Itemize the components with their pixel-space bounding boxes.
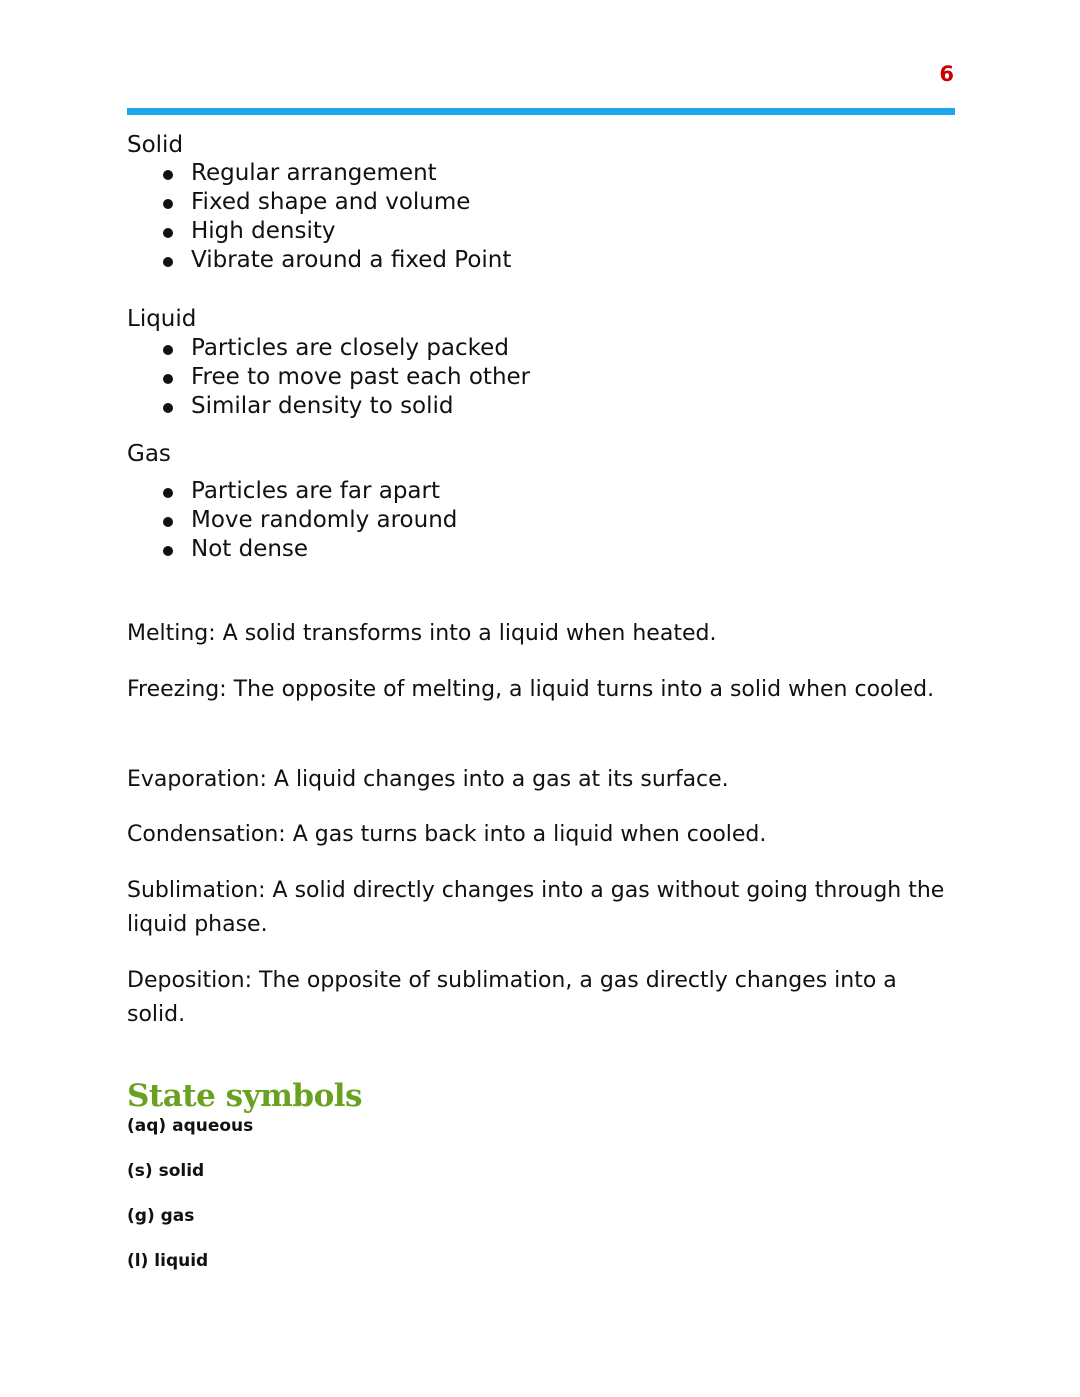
page-number: 6 — [939, 62, 954, 86]
liquid-properties-list — [160, 334, 530, 421]
definition-freezing: Freezing: The opposite of melting, a liquid turns into a solid when cooled. — [127, 677, 935, 702]
list-item: Move randomly around — [160, 506, 457, 535]
list-item: Similar density to solid — [160, 392, 530, 421]
solid-properties-list — [160, 159, 511, 275]
definition-melting: Melting: A solid transforms into a liquid when heated. — [127, 621, 717, 646]
list-item: Regular arrangement — [160, 159, 511, 188]
definition-sublimation: Sublimation: A solid directly changes into a gas without going through the liquid phase. — [127, 878, 945, 937]
state-symbol-solid: (s) solid — [127, 1161, 205, 1181]
list-item: Vibrate around a fixed Point — [160, 246, 511, 275]
state-symbol-aqueous: (aq) aqueous — [127, 1116, 254, 1136]
gas-properties-list — [160, 477, 457, 564]
list-item: Free to move past each other — [160, 363, 530, 392]
list-item: Particles are far apart — [160, 477, 457, 506]
section-title-state-symbols: State symbols — [127, 1078, 362, 1114]
state-heading-solid: Solid — [127, 132, 184, 158]
state-symbol-liquid: (l) liquid — [127, 1251, 209, 1271]
definition-condensation: Condensation: A gas turns back into a liquid when cooled. — [127, 822, 767, 847]
list-item: Particles are closely packed — [160, 334, 530, 363]
definition-deposition: Deposition: The opposite of sublimation, a gas directly changes into a solid. — [127, 968, 897, 1027]
definition-evaporation: Evaporation: A liquid changes into a gas at its surface. — [127, 767, 729, 792]
list-item: High density — [160, 217, 511, 246]
header-rule — [127, 108, 955, 115]
list-item: Not dense — [160, 535, 457, 564]
list-item: Fixed shape and volume — [160, 188, 511, 217]
state-symbol-gas: (g) gas — [127, 1206, 195, 1226]
state-heading-gas: Gas — [127, 441, 171, 467]
state-heading-liquid: Liquid — [127, 306, 197, 332]
